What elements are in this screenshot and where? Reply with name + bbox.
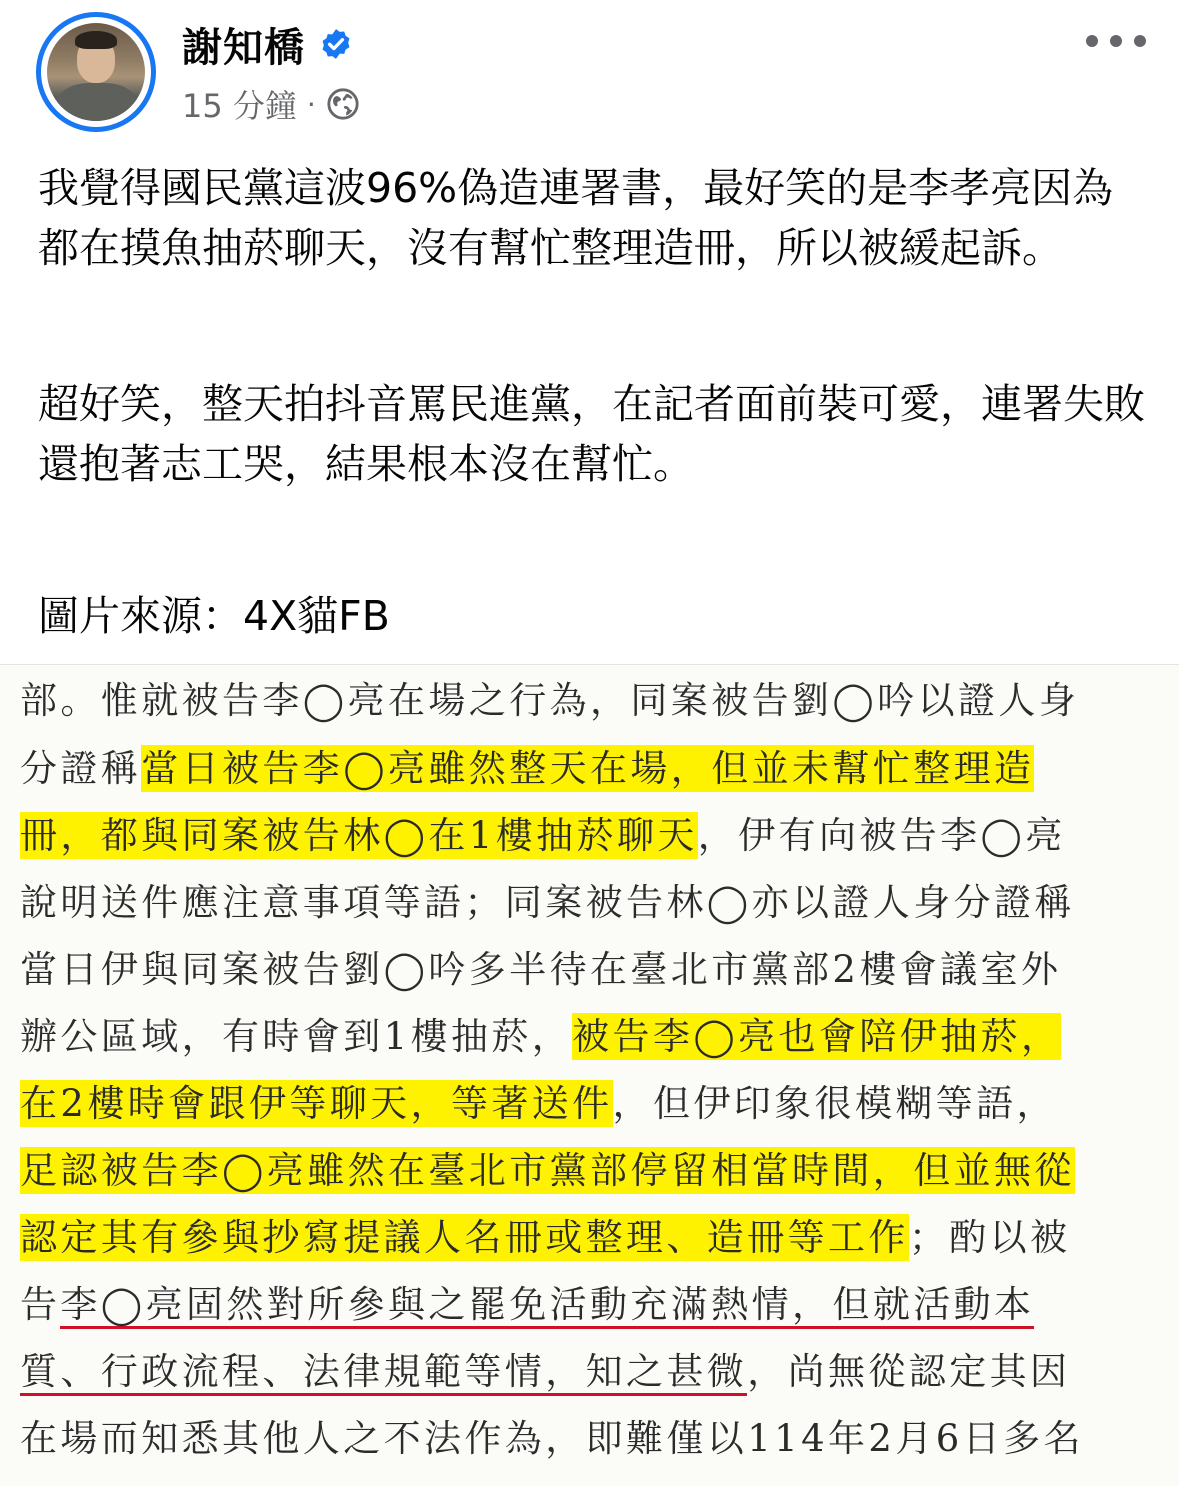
document-text: 告 — [20, 1283, 61, 1326]
document-line — [20, 1344, 1160, 1400]
post-paragraph-1 — [38, 158, 1148, 278]
document-text: 當日伊與同案被告劉◯吟多半待在臺北市黨部2樓會議室外 — [20, 948, 1062, 991]
document-text: 說明送件應注意事項等語；同案被告林◯亦以證人身分證稱 — [20, 881, 1075, 924]
document-line — [20, 808, 1160, 864]
document-text: 在場而知悉其他人之不法作為，即難僅以114年2月6日多名 — [20, 1417, 1084, 1460]
document-line — [20, 875, 1160, 931]
document-line — [20, 741, 1160, 797]
author-row — [182, 18, 353, 70]
document-line — [20, 673, 1160, 729]
more-dot — [1086, 35, 1098, 47]
post-text: 我覺得國民黨這波96%偽造連署書，最好笑的是李孝亮因為都在摸魚抽菸聊天，沒有幫忙整理造冊，所以被緩起訴。 — [38, 164, 1114, 272]
document-text: ，尚無從認定其因 — [747, 1350, 1071, 1393]
author-name[interactable]: 謝知橋 — [182, 24, 305, 71]
document-text: ，但伊印象很模糊等語， — [612, 1082, 1057, 1125]
document-text: ，伊有向被告李◯亮 — [697, 814, 1066, 857]
more-options-button[interactable] — [1086, 26, 1146, 56]
document-text: ；酌以被 — [908, 1216, 1071, 1259]
highlighted-text: 在2樓時會跟伊等聊天，等著送件 — [20, 1082, 613, 1125]
highlighted-text: 被告李◯亮也會陪伊抽菸， — [572, 1015, 1062, 1058]
verified-badge-icon — [319, 27, 353, 61]
globe-icon — [326, 87, 360, 121]
document-line — [20, 1210, 1160, 1266]
meta-separator: · — [306, 87, 316, 121]
more-dot — [1110, 35, 1122, 47]
document-line — [20, 1411, 1160, 1467]
post-text: 超好笑，整天拍抖音罵民進黨，在記者面前裝可愛，連署失敗還抱著志工哭，結果根本沒在幫忙。 — [38, 380, 1145, 488]
post-timestamp[interactable]: 15 分鐘 — [182, 87, 297, 125]
highlighted-text: 足認被告李◯亮雖然在臺北市黨部停留相當時間，但並無從 — [20, 1149, 1075, 1192]
post-meta — [182, 82, 360, 126]
document-line — [20, 1277, 1160, 1333]
more-dot — [1134, 35, 1146, 47]
author-avatar[interactable] — [36, 12, 156, 132]
document-text: 辦公區域，有時會到1樓抽菸， — [20, 1015, 573, 1058]
highlighted-text: 冊，都與同案被告林◯在1樓抽菸聊天 — [20, 814, 698, 857]
highlighted-text: 當日被告李◯亮雖然整天在場，但並未幫忙整理造 — [141, 747, 1035, 790]
document-line — [20, 942, 1160, 998]
highlighted-text: 認定其有參與抄寫提議人名冊或整理、造冊等工作 — [20, 1216, 909, 1259]
document-line — [20, 1076, 1160, 1132]
profile-photo — [47, 23, 145, 121]
post-paragraph-2 — [38, 374, 1148, 494]
post-paragraph-source — [38, 586, 1148, 646]
document-text: 部。惟就被告李◯亮在場之行為，同案被告劉◯吟以證人身 — [20, 679, 1080, 722]
document-text: 分證稱 — [20, 747, 142, 790]
underlined-text: 李◯亮固然對所參與之罷免活動充滿熱情，但就活動本 — [60, 1283, 1034, 1329]
document-line — [20, 1009, 1160, 1065]
image-source-text: 圖片來源：4X貓FB — [38, 592, 390, 640]
post-image-document[interactable] — [0, 664, 1179, 1486]
document-line — [20, 1143, 1160, 1199]
post-header — [0, 0, 1179, 150]
underlined-text: 質、行政流程、法律規範等情，知之甚微 — [20, 1350, 747, 1396]
